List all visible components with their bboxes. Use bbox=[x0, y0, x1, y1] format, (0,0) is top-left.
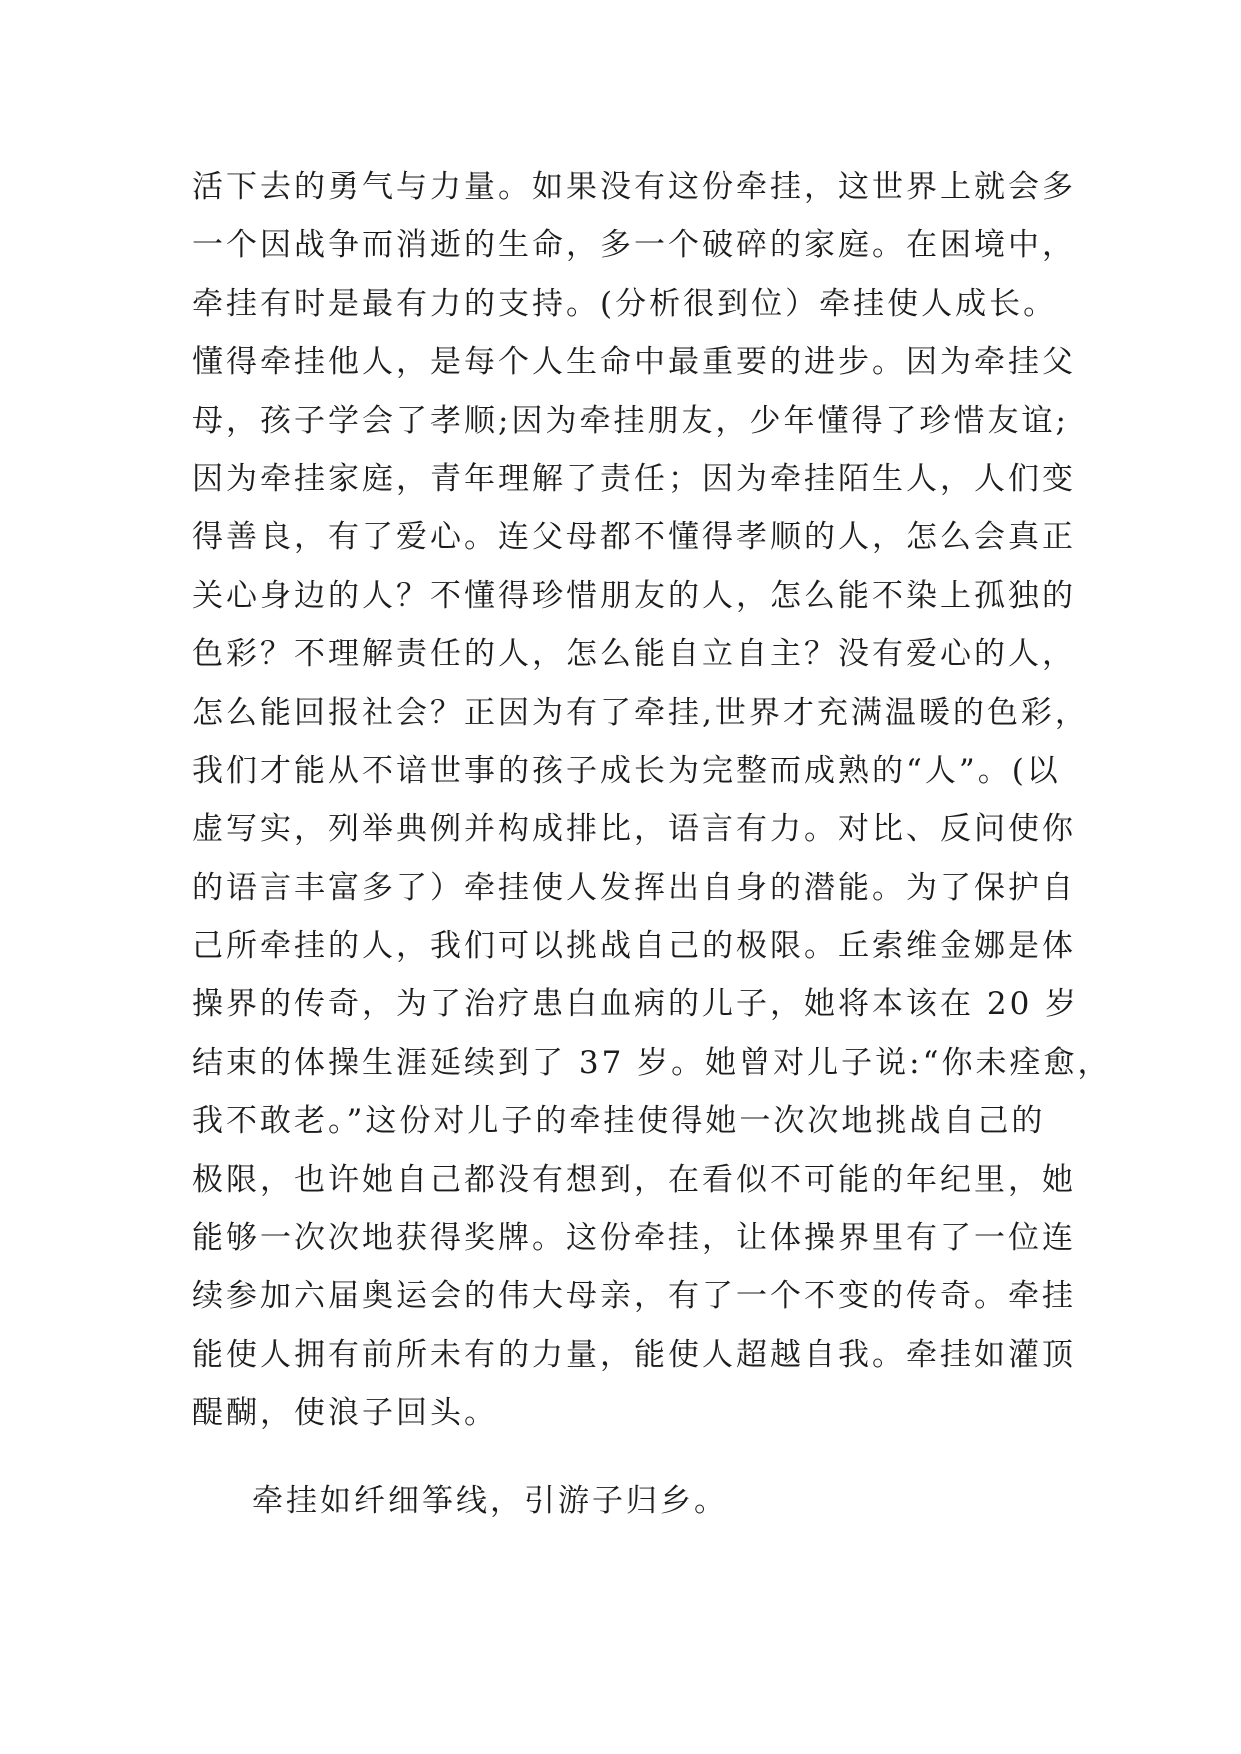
text-line: 关心身边的人？不懂得珍惜朋友的人，怎么能不染上孤独的 bbox=[192, 577, 1076, 614]
closing-paragraph bbox=[252, 1472, 1132, 1530]
text-line: 能够一次次地获得奖牌。这份牵挂，让体操界里有了一位连 bbox=[192, 1220, 1076, 1257]
text-line: 虚写实，列举典例并构成排比，语言有力。对比、反问使你 bbox=[192, 811, 1076, 848]
text-line: 的语言丰富多了）牵挂使人发挥出自身的潜能。为了保护自 bbox=[192, 869, 1076, 906]
text-line: 结束的体操生涯延续到了 37 岁。她曾对儿子说:“你未痊愈， bbox=[192, 1044, 1112, 1081]
text-line: 续参加六届奥运会的伟大母亲，有了一个不变的传奇。牵挂 bbox=[192, 1278, 1076, 1315]
text-line: 色彩？不理解责任的人，怎么能自立自主？没有爱心的人， bbox=[192, 636, 1076, 673]
text-line: 得善良，有了爱心。连父母都不懂得孝顺的人，怎么会真正 bbox=[192, 519, 1076, 556]
body-paragraph bbox=[192, 158, 1112, 1443]
text-line: 牵挂如纤细筝线，引游子归乡。 bbox=[252, 1483, 728, 1519]
text-line: 活下去的勇气与力量。如果没有这份牵挂，这世界上就会多 bbox=[192, 169, 1076, 205]
text-line: 操界的传奇，为了治疗患白血病的儿子，她将本该在 20 岁 bbox=[192, 986, 1080, 1023]
text-line: 怎么能回报社会？正因为有了牵挂,世界才充满温暖的色彩， bbox=[192, 694, 1089, 731]
text-line: 因为牵挂家庭，青年理解了责任；因为牵挂陌生人，人们变 bbox=[192, 460, 1076, 497]
text-line: 极限，也许她自己都没有想到，在看似不可能的年纪里，她 bbox=[192, 1161, 1076, 1198]
text-line: 我不敢老。”这份对儿子的牵挂使得她一次次地挑战自己的 bbox=[192, 1103, 1046, 1140]
text-line: 母，孩子学会了孝顺;因为牵挂朋友，少年懂得了珍惜友谊; bbox=[192, 402, 1069, 439]
text-line: 牵挂有时是最有力的支持。(分析很到位）牵挂使人成长。 bbox=[192, 285, 1058, 322]
text-line: 懂得牵挂他人，是每个人生命中最重要的进步。因为牵挂父 bbox=[192, 344, 1076, 381]
text-line: 醍醐，使浪子回头。 bbox=[192, 1395, 498, 1432]
text-line: 己所牵挂的人，我们可以挑战自己的极限。丘索维金娜是体 bbox=[192, 928, 1076, 965]
text-line: 能使人拥有前所未有的力量，能使人超越自我。牵挂如灌顶 bbox=[192, 1336, 1076, 1373]
text-line: 我们才能从不谙世事的孩子成长为完整而成熟的“人”。(以 bbox=[192, 752, 1061, 789]
text-line: 一个因战争而消逝的生命，多一个破碎的家庭。在困境中， bbox=[192, 227, 1076, 264]
